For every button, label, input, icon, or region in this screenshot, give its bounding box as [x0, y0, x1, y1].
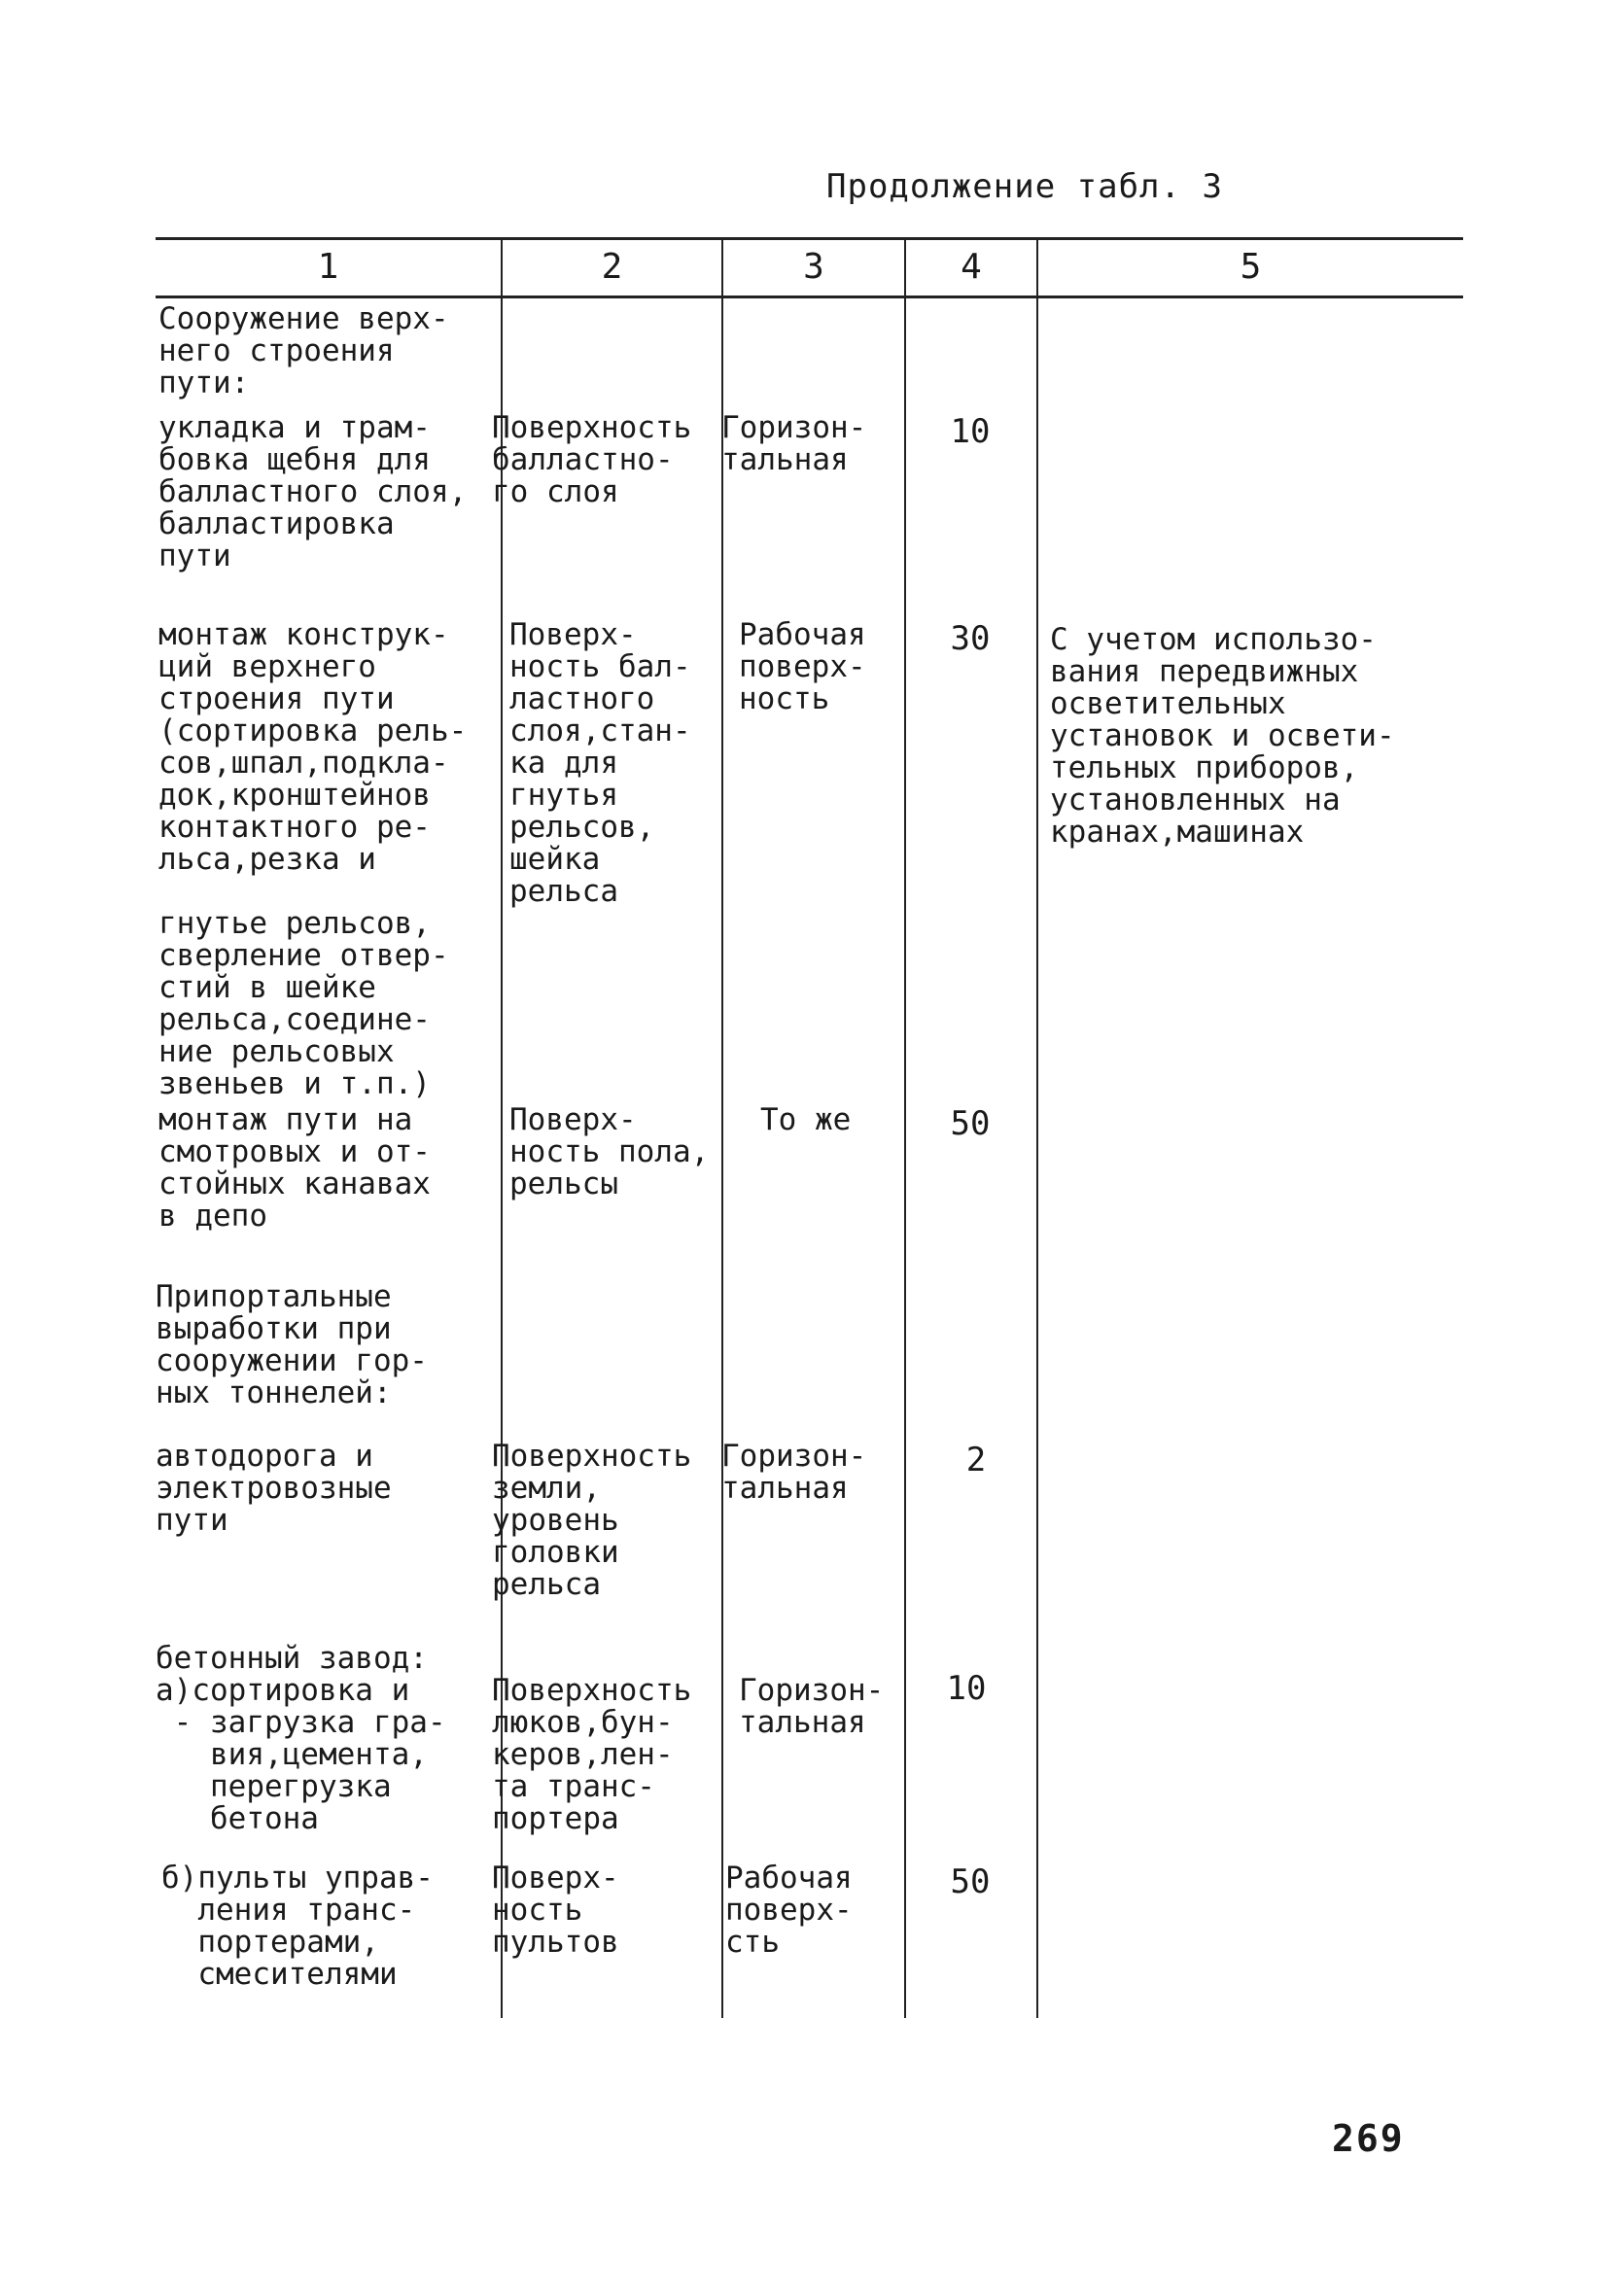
- row-6-col-1: бетонный завод: а)сортировка и - загрузка гра- вия,цемента, перегрузка бетона: [156, 1641, 446, 1836]
- row-3-col-2: Поверх- ность пола, рельсы: [509, 1102, 710, 1201]
- header-bottom-rule: [156, 296, 1463, 298]
- row-2-col-2: Поверх- ность бал- ластного слоя,стан- ка для гнутья рельсов, шейка рельса: [509, 617, 691, 909]
- header-col-5: 5: [1240, 247, 1262, 287]
- header-col-4: 4: [961, 247, 982, 287]
- row-4-col-1: Припортальные выработки при сооружении гор- ных тоннелей:: [156, 1279, 428, 1410]
- row-1-col-1: укладка и трам- бовка щебня для балластного слоя, балластировка пути: [158, 410, 468, 574]
- column-divider-4: [1036, 239, 1038, 2018]
- row-7-col-4: 50: [950, 1862, 991, 1901]
- table-top-rule: [156, 237, 1463, 240]
- header-col-2: 2: [601, 247, 623, 287]
- row-1-col-2: Поверхность балластно- го слоя: [492, 410, 692, 509]
- page-number: 269: [1332, 2117, 1405, 2160]
- row-0-col-1: Сооружение верх- него строения пути:: [158, 301, 449, 400]
- row-1-col-4: 10: [950, 412, 991, 451]
- row-3-col-1: монтаж пути на смотровых и от- стойных канавах в депо: [158, 1102, 431, 1234]
- row-3-col-4: 50: [950, 1104, 991, 1143]
- row-1-col-3: Горизон- тальная: [721, 410, 867, 477]
- row-7-col-1: б)пульты управ- ления транс- портерами, смесителями: [161, 1861, 434, 1992]
- row-6-col-3: Горизон- тальная: [739, 1673, 885, 1740]
- row-5-col-2: Поверхность земли, уровень головки рельса: [492, 1439, 692, 1602]
- row-7-col-3: Рабочая поверх- сть: [725, 1861, 853, 1960]
- header-col-3: 3: [803, 247, 824, 287]
- row-2-col-1: монтаж конструк- ций верхнего строения пути (сортировка рель- сов,шпал,подкла- док,кронштейнов контактного ре- льса,резка и гнутье рельсов, сверление отвер- стий в шейке рельса,соедине- ние рельсовых звеньев и т.п.): [158, 617, 468, 1101]
- row-6-col-2: Поверхность люков,бун- керов,лен- та транс- портера: [492, 1673, 692, 1836]
- table-caption: Продолжение табл. 3: [826, 167, 1223, 206]
- column-divider-2: [721, 239, 723, 2018]
- row-3-col-3: То же: [760, 1102, 852, 1137]
- row-2-col-5: С учетом использо- вания передвижных осветительных установок и освети- тельных приборов, установленных на кранах,машинах: [1050, 622, 1395, 850]
- row-5-col-3: Горизон- тальная: [721, 1439, 867, 1506]
- row-2-col-3: Рабочая поверх- ность: [739, 617, 866, 716]
- row-7-col-2: Поверх- ность пультов: [492, 1861, 619, 1960]
- row-6-col-4: 10: [946, 1669, 987, 1708]
- row-5-col-1: автодорога и электровозные пути: [156, 1439, 392, 1538]
- row-2-col-4: 30: [950, 619, 991, 658]
- row-5-col-4: 2: [965, 1441, 987, 1479]
- header-col-1: 1: [317, 247, 339, 287]
- column-divider-3: [904, 239, 906, 2018]
